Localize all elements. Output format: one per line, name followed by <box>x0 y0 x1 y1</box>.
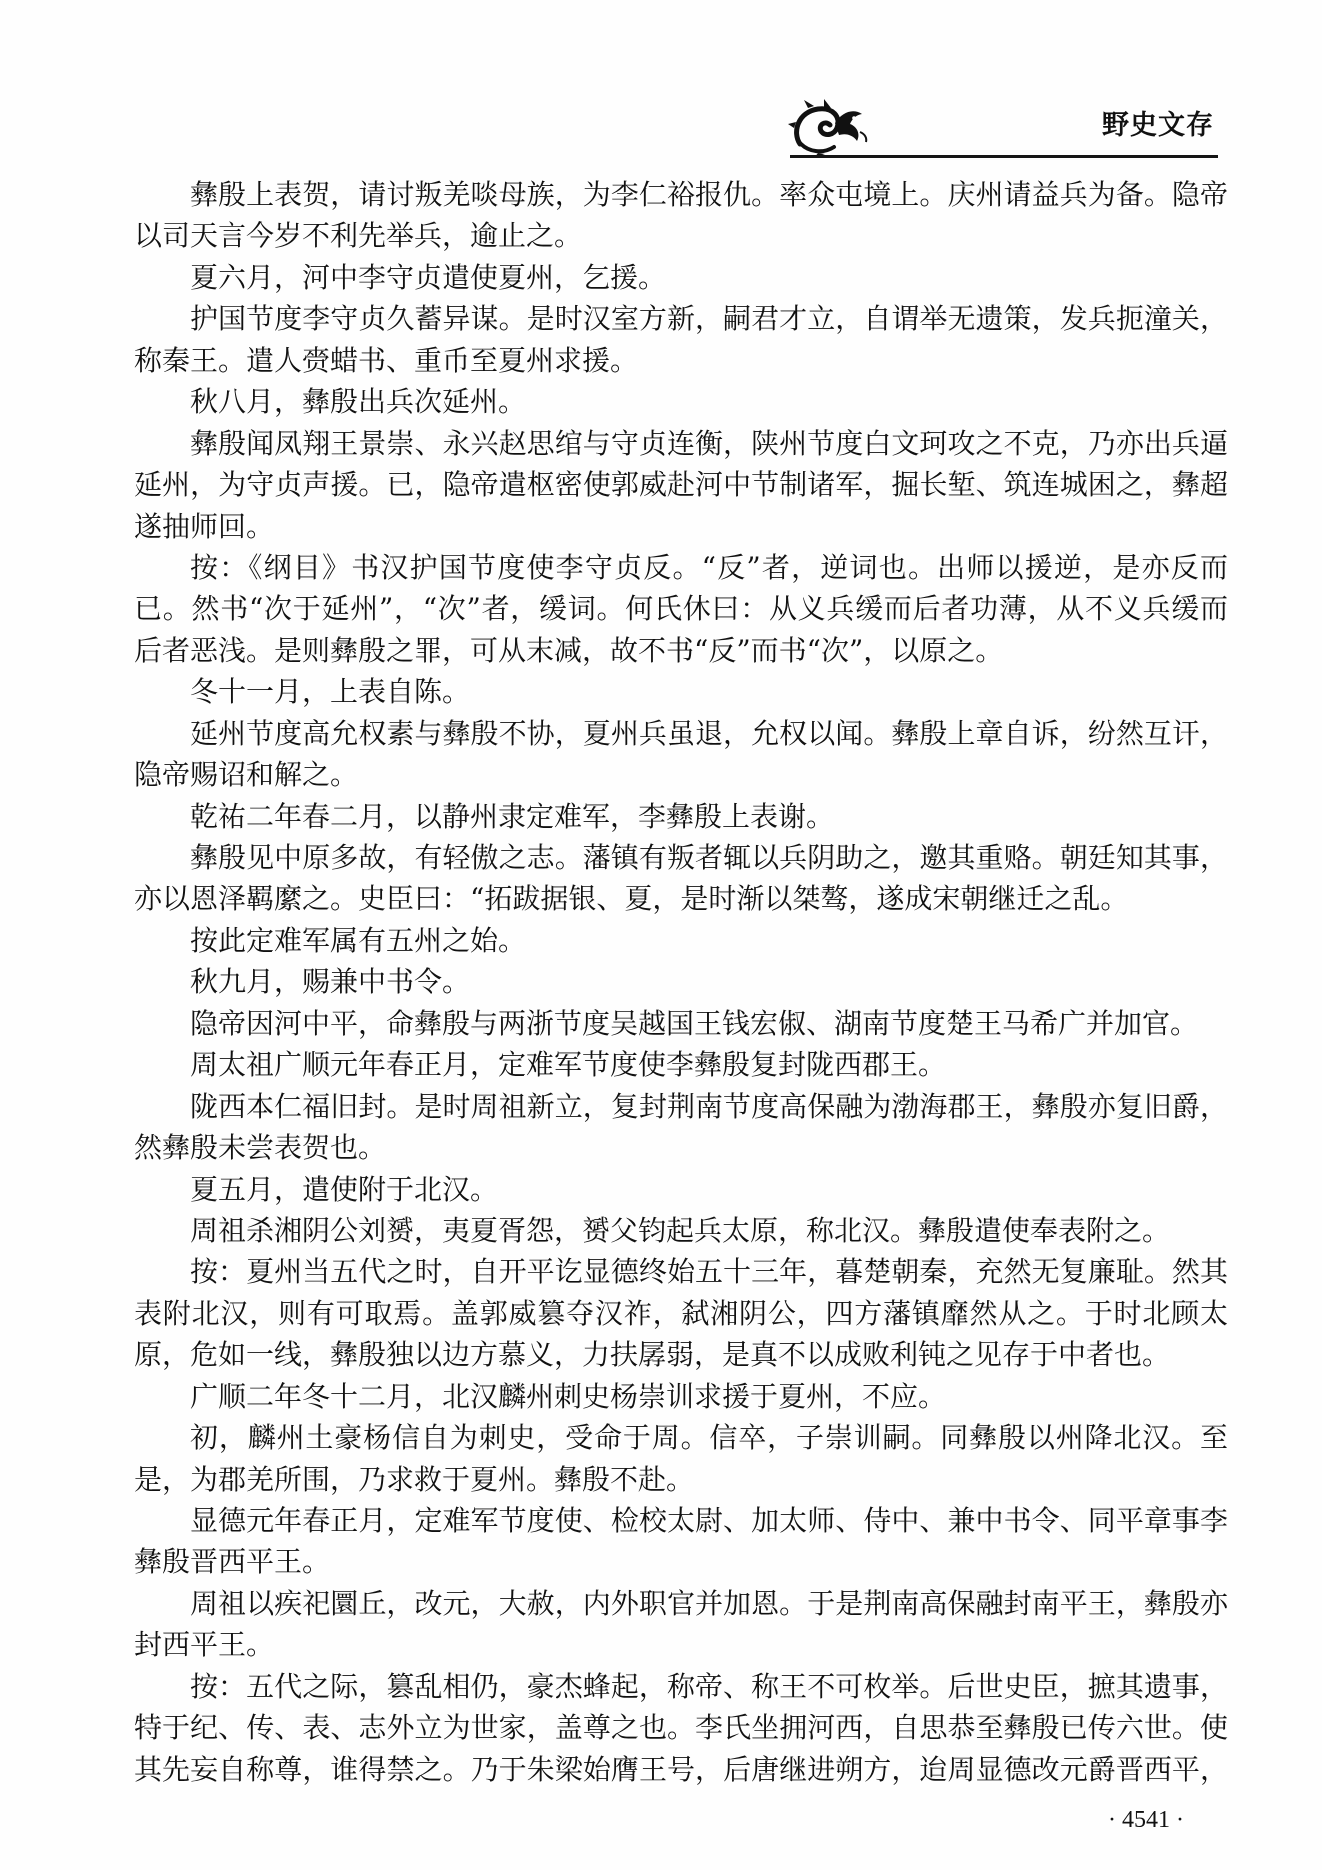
running-header-title: 野史文存 <box>1102 110 1214 141</box>
text-line: 秋八月，彝殷出兵次延州。 <box>190 385 527 419</box>
text-line: 以司天言今岁不利先举兵，逾止之。 <box>134 219 583 253</box>
text-line: 按：五代之际，篡乱相仍，豪杰蜂起，称帝、称王不可枚举。后世史臣，摭其遗事， <box>190 1669 1228 1703</box>
text-line: 夏五月，遣使附于北汉。 <box>190 1172 499 1206</box>
text-line: 原，危如一线，彝殷独以边方慕义，力扶孱弱，是真不以成败利钝之见存于中者也。 <box>134 1338 1171 1372</box>
dragon-emblem-icon <box>788 98 868 158</box>
text-line: 彝殷闻凤翔王景崇、永兴赵思绾与守贞连衡，陕州节度白文珂攻之不克，乃亦出兵逼 <box>190 426 1228 460</box>
page-number: · 4541 · <box>1108 1807 1184 1833</box>
text-line: 广顺二年冬十二月，北汉麟州刺史杨崇训求援于夏州，不应。 <box>190 1379 947 1413</box>
text-line: 初，麟州土豪杨信自为刺史，受命于周。信卒，子崇训嗣。同彝殷以州降北汉。至 <box>190 1421 1228 1455</box>
text-line: 按：《纲目》书汉护国节度使李守贞反。“反”者，逆词也。出师以援逆，是亦反而 <box>190 550 1228 584</box>
text-line: 周祖杀湘阴公刘赟，夷夏胥怨，赟父钧起兵太原，称北汉。彝殷遣使奉表附之。 <box>190 1213 1171 1247</box>
text-line: 彝殷晋西平王。 <box>134 1545 331 1579</box>
text-line: 隐帝赐诏和解之。 <box>134 758 359 792</box>
text-line: 亦以恩泽羁縻之。史臣曰：“拓跋据银、夏，是时渐以桀骜，遂成宋朝继迁之乱。 <box>134 882 1129 916</box>
text-line: 其先妄自称尊，谁得禁之。乃于朱梁始膺王号，后唐继进朔方，迨周显德改元爵晋西平， <box>134 1752 1228 1786</box>
text-line: 然彝殷未尝表贺也。 <box>134 1131 387 1165</box>
dragon-emblem-graphic <box>788 98 868 158</box>
text-line: 是，为郡羌所围，乃求救于夏州。彝殷不赴。 <box>134 1462 695 1496</box>
text-line: 已。然书“次于延州”，“次”者，缓词。何氏休曰：从义兵缓而后者功薄，从不义兵缓而 <box>134 592 1228 626</box>
text-line: 延州节度高允权素与彝殷不协，夏州兵虽退，允权以闻。彝殷上章自诉，纷然互讦， <box>190 716 1228 750</box>
text-line: 彝殷上表贺，请讨叛羌啖母族，为李仁裕报仇。率众屯境上。庆州请益兵为备。隐帝 <box>190 178 1228 211</box>
text-line: 陇西本仁福旧封。是时周祖新立，复封荆南节度高保融为渤海郡王，彝殷亦复旧爵， <box>190 1089 1228 1123</box>
text-line: 秋九月，赐兼中书令。 <box>190 965 471 999</box>
text-line: 后者恶浅。是则彝殷之罪，可从末减，故不书“反”而书“次”，以原之。 <box>134 633 1004 667</box>
text-line: 彝殷见中原多故，有轻傲之志。藩镇有叛者辄以兵阴助之，邀其重赂。朝廷知其事， <box>190 841 1228 874</box>
header-rule <box>790 155 1218 158</box>
body-text <box>134 174 1228 1790</box>
text-line: 封西平王。 <box>134 1628 275 1662</box>
text-line: 乾祐二年春二月，以静州隶定难军，李彝殷上表谢。 <box>190 799 835 833</box>
text-line: 周祖以疾祀圜丘，改元，大赦，内外职官并加恩。于是荆南高保融封南平王，彝殷亦 <box>190 1586 1228 1620</box>
text-line: 护国节度李守贞久蓄异谋。是时汉室方新，嗣君才立，自谓举无遗策，发兵扼潼关， <box>190 302 1228 336</box>
text-line: 特于纪、传、表、志外立为世家，盖尊之也。李氏坐拥河西，自思恭至彝殷已传六世。使 <box>134 1711 1228 1745</box>
text-line: 冬十一月，上表自陈。 <box>190 675 471 709</box>
text-line: 周太祖广顺元年春正月，定难军节度使李彝殷复封陇西郡王。 <box>190 1048 947 1082</box>
text-line: 按此定难军属有五州之始。 <box>190 923 527 957</box>
text-line: 遂抽师回。 <box>134 509 275 543</box>
text-line: 显德元年春正月，定难军节度使、检校太尉、加太师、侍中、兼中书令、同平章事李 <box>190 1504 1228 1537</box>
text-line: 延州，为守贞声援。已，隐帝遣枢密使郭威赴河中节制诸军，掘长堑、筑连城困之，彝超 <box>134 468 1228 502</box>
text-line: 称秦王。遣人赍蜡书、重币至夏州求援。 <box>134 343 639 377</box>
text-line: 隐帝因河中平，命彝殷与两浙节度吴越国王钱宏俶、湖南节度楚王马希广并加官。 <box>190 1006 1199 1040</box>
text-line: 按：夏州当五代之时，自开平讫显德终始五十三年，暮楚朝秦，充然无复廉耻。然其 <box>190 1255 1228 1289</box>
text-line: 夏六月，河中李守贞遣使夏州，乞援。 <box>190 260 667 294</box>
text-line: 表附北汉，则有可取焉。盖郭威篡夺汉祚，弑湘阴公，四方藩镇靡然从之。于时北顾太 <box>134 1296 1228 1330</box>
